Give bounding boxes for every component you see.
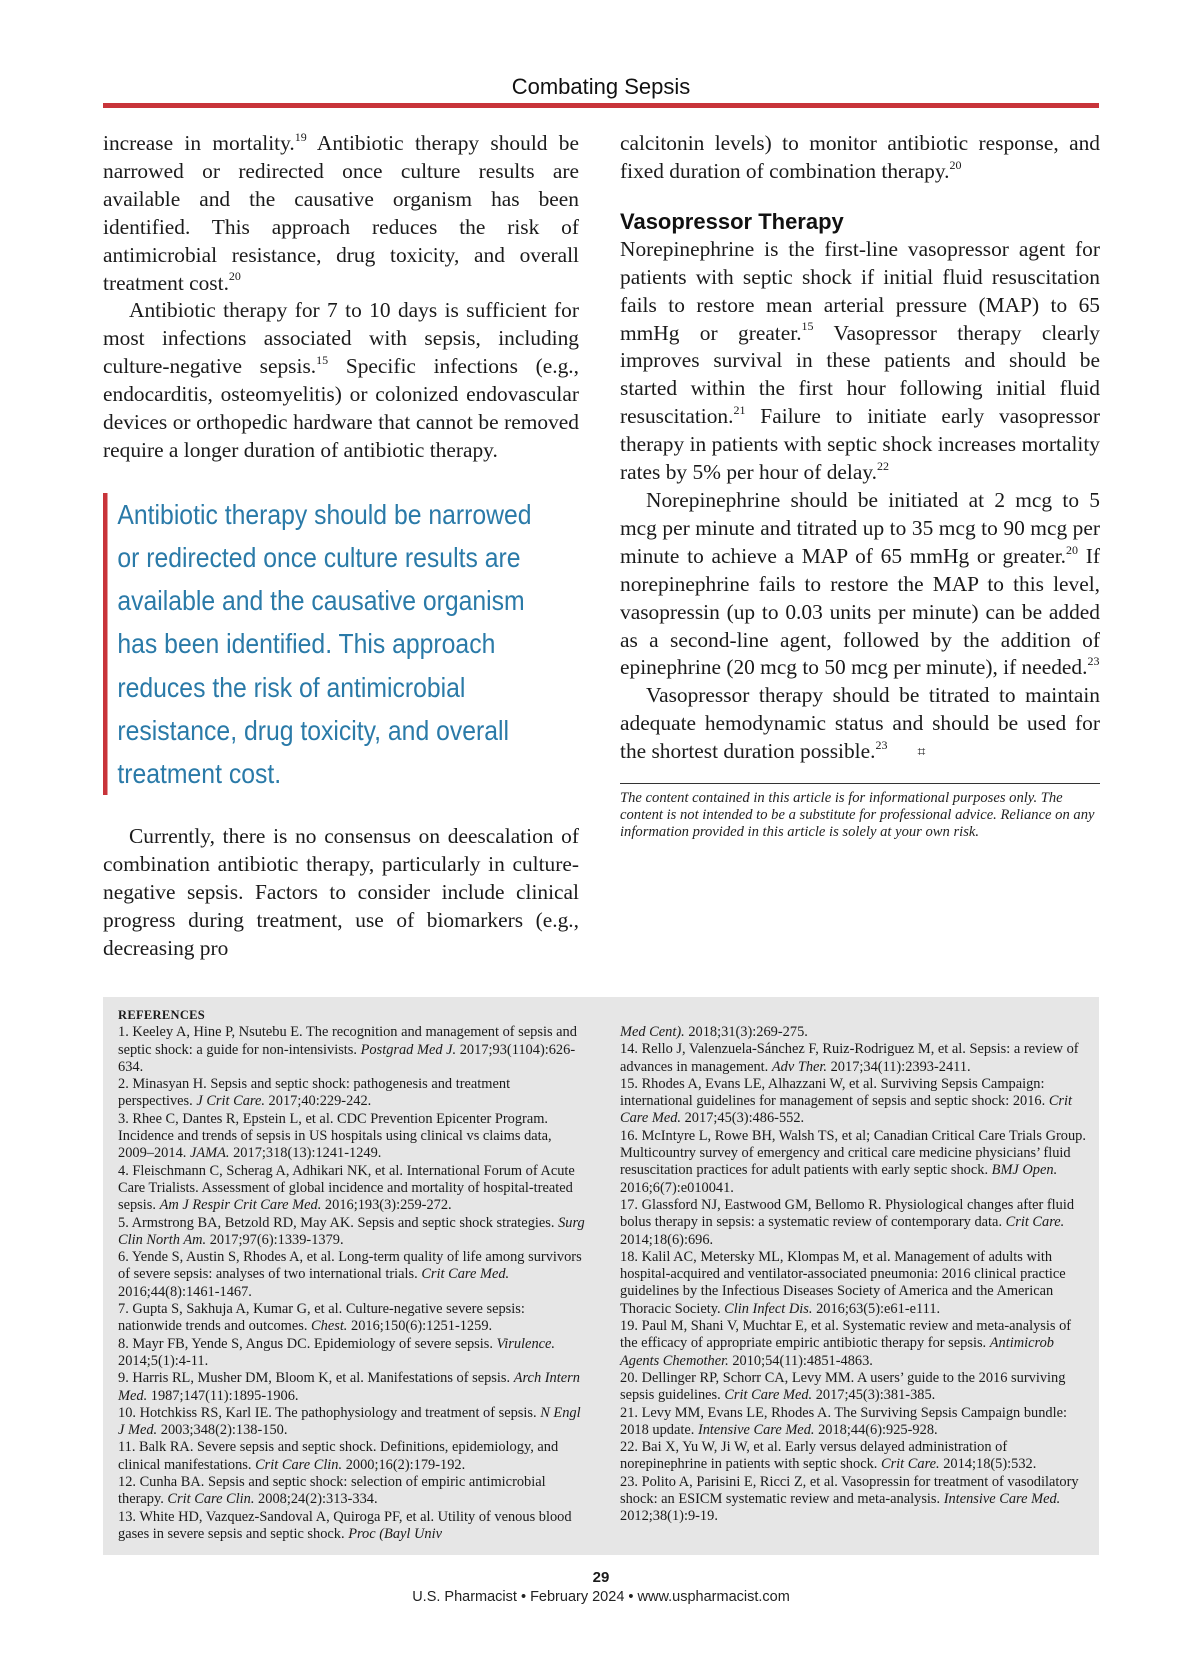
reference-item: 6. Yende S, Austin S, Rhodes A, et al. Long-term quality of life among survivors of severe sepsis: analyses of two international trials. Crit Care Med. 2016;44(8):1461-1467.: [118, 1249, 582, 1300]
reference-item: 9. Harris RL, Musher DM, Bloom K, et al. Manifestations of sepsis. Arch Intern Med. 1987;147(11):1895-1906.: [118, 1370, 580, 1404]
running-header: Combating Sepsis: [511, 74, 691, 99]
publication-footer: U.S. Pharmacist • February 2024 • www.uspharmacist.com: [412, 1589, 790, 1605]
reference-item: 5. Armstrong BA, Betzold RD, May AK. Sepsis and septic shock strategies. Surg Clin North Am. 2017;97(6):1339-1379.: [118, 1214, 585, 1248]
reference-item: 11. Balk RA. Severe sepsis and septic shock. Definitions, epidemiology, and clinical manifestations. Crit Care Clin. 2000;16(2):179-192.: [118, 1439, 559, 1473]
disclaimer: The content contained in this article is for informational purposes only. The content is not intended to be a substitute for professional advice. Reliance on any information provided in this article is solely at your own risk.: [620, 783, 1100, 840]
reference-item: 1. Keeley A, Hine P, Nsutebu E. The recognition and management of sepsis and septic shock: a guide for non-intensivists. Postgrad Med J. 2017;93(1104):626-634.: [118, 1024, 577, 1075]
body-paragraph: Vasopressor therapy should be titrated to maintain adequate hemodynamic status and should be used for the shortest duration possible.$^{23}$⌗: [620, 682, 1100, 767]
reference-item: 16. McIntyre L, Rowe BH, Walsh TS, et al; Canadian Critical Care Trials Group. Multicountry survey of emergency and critical care medicine physicians’ fluid resuscitation practices for adult patients with early septic shock. BMJ Open. 2016;6(7):e010041.: [620, 1127, 1086, 1196]
body-paragraph: Norepinephrine should be initiated at 2 mcg to 5 mcg per minute and titrated up to 35 mcg to 90 mcg per minute to achieve a MAP of 65 mmHg or greater.$^{20}$ If norepinephrine fails to restore the MAP to this level, vasopressin (up to 0.03 units per minute) can be added as a second-line agent, followed by the addition of epinephrine (20 mcg to 50 mcg per minute), if needed.$^{23}$: [620, 487, 1100, 680]
reference-item: 7. Gupta S, Sakhuja A, Kumar G, et al. Culture-negative severe sepsis: nationwide trends and outcomes. Chest. 2016;150(6):1251-1259.: [118, 1301, 525, 1335]
reference-item: Med Cent). 2018;31(3):269-275.: [620, 1024, 808, 1040]
body-paragraph: increase in mortality.$^{19}$ Antibiotic therapy should be narrowed or redirected once culture results are available and the causative organism has been identified. This approach reduces the risk of antimicrobial resistance, drug toxicity, and overall treatment cost.$^{20}$: [103, 129, 579, 295]
reference-item: 8. Mayr FB, Yende S, Angus DC. Epidemiology of severe sepsis. Virulence. 2014;5(1):4-11.: [118, 1335, 556, 1369]
reference-item: 14. Rello J, Valenzuela-Sánchez F, Ruiz-Rodriguez M, et al. Sepsis: a review of advances in management. Adv Ther. 2017;34(11):2393-2411.: [620, 1041, 1079, 1075]
section-heading: Vasopressor Therapy: [620, 208, 844, 234]
references-box: [103, 997, 1099, 1555]
references-heading: REFERENCES: [118, 1008, 206, 1022]
references-column-right: [620, 1024, 1090, 1526]
page-number: 29: [592, 1569, 610, 1586]
body-paragraph: calcitonin levels) to monitor antibiotic response, and fixed duration of combination therapy.$^{20}$: [620, 131, 1100, 183]
end-mark-icon: ⌗: [917, 745, 926, 761]
reference-item: 2. Minasyan H. Sepsis and septic shock: pathogenesis and treatment perspectives. J Crit Care. 2017;40:229-242.: [118, 1076, 511, 1110]
pull-quote: Antibiotic therapy should be narrowed or redirected once culture results are available and the causative organism has been identified. This approach reduces the risk of antimicrobial resistance, drug toxicity, and overall treatment cost.: [103, 493, 553, 795]
right-column: [620, 130, 1100, 841]
reference-item: 19. Paul M, Shani V, Muchtar E, et al. Systematic review and meta-analysis of the efficacy of appropriate empiric antibiotic therapy for sepsis. Antimicrob Agents Chemother. 2010;54(11):4851-4863.: [620, 1318, 1072, 1369]
reference-item: 4. Fleischmann C, Scherag A, Adhikari NK, et al. International Forum of Acute Care Trialists. Assessment of global incidence and mortality of hospital-treated sepsis. Am J Respir Crit Care Med. 2016;193(3):259-272.: [118, 1162, 575, 1214]
reference-item: 22. Bai X, Yu W, Ji W, et al. Early versus delayed administration of norepinephrine in patients with septic shock. Crit Care. 2014;18(5):532.: [620, 1439, 1037, 1473]
left-column: [103, 130, 579, 963]
body-paragraph: Norepinephrine is the first-line vasopressor agent for patients with septic shock if initial fluid resuscitation fails to restore mean arterial pressure (MAP) to 65 mmHg or greater.$^{15}$ Vasopressor therapy clearly improves survival in these patients and should be started within the first hour following initial fluid resuscitation.$^{21}$ Failure to initiate early vasopressor therapy in patients with septic shock increases mortality rates by 5% per hour of delay.$^{22}$: [620, 236, 1101, 485]
references-column-left: [118, 1007, 588, 1543]
reference-item: 20. Dellinger RP, Schorr CA, Levy MM. A users’ guide to the 2016 surviving sepsis guidelines. Crit Care Med. 2017;45(3):381-385.: [620, 1369, 1066, 1404]
reference-item: 3. Rhee C, Dantes R, Epstein L, et al. CDC Prevention Epicenter Program. Incidence and trends of sepsis in US hospitals using clinical vs claims data, 2009–2014. JAMA. 2017;318(13):1241-1249.: [118, 1110, 552, 1162]
reference-item: 13. White HD, Vazquez-Sandoval A, Quiroga PF, et al. Utility of venous blood gases in severe sepsis and septic shock. Proc (Bayl Univ: [118, 1508, 572, 1542]
header-rule: [103, 103, 1099, 108]
reference-item: 23. Polito A, Parisini E, Ricci Z, et al. Vasopressin for treatment of vasodilatory shock: an ESICM systematic review and meta-analysis. Intensive Care Med. 2012;38(1):9-19.: [620, 1473, 1079, 1525]
reference-item: 12. Cunha BA. Sepsis and septic shock: selection of empiric antimicrobial therapy. Crit Care Clin. 2008;24(2):313-334.: [118, 1474, 546, 1508]
body-paragraph: Currently, there is no consensus on deescalation of combination antibiotic therapy, particularly in culture-negative sepsis. Factors to consider include clinical progress during treatment, use of biomarkers (e.g., decreasing pro: [103, 824, 579, 960]
reference-item: 17. Glassford NJ, Eastwood GM, Bellomo R. Physiological changes after fluid bolus therapy in sepsis: a systematic review of contemporary data. Crit Care. 2014;18(6):696.: [620, 1196, 1075, 1248]
reference-item: 18. Kalil AC, Metersky ML, Klompas M, et al. Management of adults with hospital-acquired and ventilator-associated pneumonia: 2016 clinical practice guidelines by the Infectious Diseases Society of America and the American Thoracic Society. Clin Infect Dis. 2016;63(5):e61-e111.: [620, 1248, 1066, 1317]
reference-item: 10. Hotchkiss RS, Karl IE. The pathophysiology and treatment of sepsis. N Engl J Med. 2003;348(2):138-150.: [118, 1404, 581, 1439]
body-paragraph: Antibiotic therapy for 7 to 10 days is sufficient for most infections associated with sepsis, including culture-negative sepsis.$^{15}$ Specific infections (e.g., endocarditis, osteomyelitis) or colonized endovascular devices or orthopedic hardware that cannot be removed require a longer duration of antibiotic therapy.: [103, 298, 579, 462]
reference-item: 21. Levy MM, Evans LE, Rhodes A. The Surviving Sepsis Campaign bundle: 2018 update. Intensive Care Med. 2018;44(6):925-928.: [620, 1404, 1068, 1438]
reference-item: 15. Rhodes A, Evans LE, Alhazzani W, et al. Surviving Sepsis Campaign: international guidelines for management of sepsis and septic shock: 2016. Crit Care Med. 2017;45(3):486-552.: [620, 1075, 1073, 1127]
